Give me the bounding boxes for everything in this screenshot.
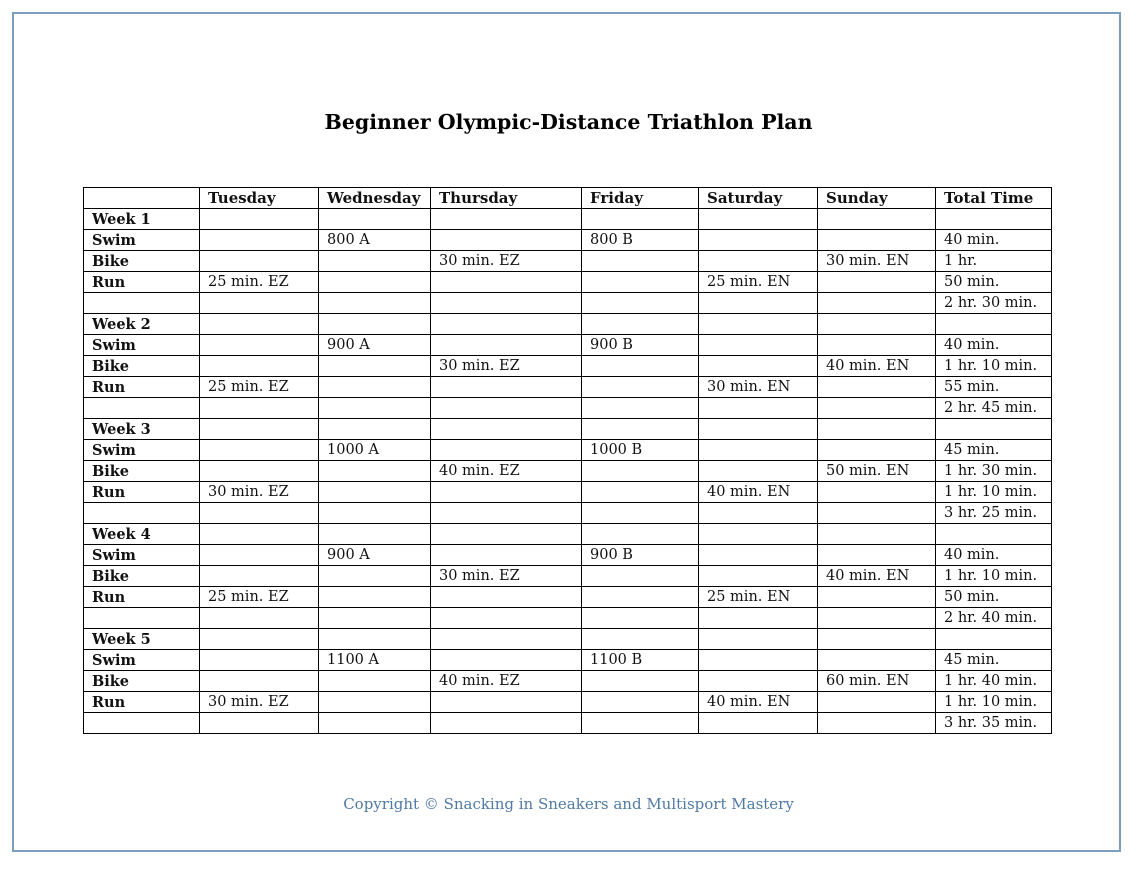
schedule-cell (200, 566, 319, 587)
total-time-cell: 3 hr. 35 min. (936, 713, 1052, 734)
schedule-cell (319, 629, 431, 650)
schedule-cell: 25 min. EZ (200, 272, 319, 293)
schedule-cell (319, 461, 431, 482)
total-time-cell: 1 hr. 10 min. (936, 482, 1052, 503)
schedule-cell (818, 419, 936, 440)
header-cell-blank (84, 188, 200, 209)
schedule-cell (582, 692, 699, 713)
row-label: Bike (84, 461, 200, 482)
schedule-cell: 40 min. EZ (431, 671, 582, 692)
schedule-cell (200, 671, 319, 692)
schedule-cell (200, 251, 319, 272)
schedule-cell: 900 A (319, 545, 431, 566)
schedule-cell (200, 713, 319, 734)
schedule-cell (200, 503, 319, 524)
schedule-cell (319, 713, 431, 734)
schedule-cell (818, 209, 936, 230)
total-time-cell (936, 419, 1052, 440)
schedule-cell (699, 524, 818, 545)
row-label: Bike (84, 356, 200, 377)
row-label: Swim (84, 650, 200, 671)
row-label: Run (84, 692, 200, 713)
schedule-cell (582, 251, 699, 272)
schedule-cell: 30 min. EZ (431, 356, 582, 377)
table-row (84, 272, 1052, 293)
schedule-cell: 800 B (582, 230, 699, 251)
schedule-cell (431, 587, 582, 608)
schedule-cell (582, 461, 699, 482)
schedule-cell: 30 min. EZ (200, 482, 319, 503)
table-row (84, 356, 1052, 377)
schedule-cell (319, 692, 431, 713)
schedule-cell: 900 B (582, 545, 699, 566)
row-label: Bike (84, 566, 200, 587)
schedule-cell (818, 293, 936, 314)
schedule-cell: 25 min. EN (699, 272, 818, 293)
total-time-cell: 3 hr. 25 min. (936, 503, 1052, 524)
schedule-cell (582, 398, 699, 419)
schedule-cell: 30 min. EZ (431, 251, 582, 272)
schedule-cell (431, 272, 582, 293)
schedule-cell (319, 272, 431, 293)
schedule-cell (431, 314, 582, 335)
table-row (84, 293, 1052, 314)
total-time-cell (936, 524, 1052, 545)
schedule-cell (431, 482, 582, 503)
header-cell-tuesday: Tuesday (200, 188, 319, 209)
header-cell-wednesday: Wednesday (319, 188, 431, 209)
schedule-cell: 40 min. EN (699, 482, 818, 503)
schedule-cell (431, 629, 582, 650)
row-label: Run (84, 377, 200, 398)
header-cell-saturday: Saturday (699, 188, 818, 209)
schedule-cell (582, 524, 699, 545)
table-body (84, 209, 1052, 734)
row-label: Week 3 (84, 419, 200, 440)
schedule-cell: 50 min. EN (818, 461, 936, 482)
row-label: Week 5 (84, 629, 200, 650)
schedule-cell (582, 629, 699, 650)
table-row (84, 230, 1052, 251)
row-label (84, 713, 200, 734)
schedule-cell (431, 293, 582, 314)
schedule-cell (319, 398, 431, 419)
schedule-cell: 30 min. EZ (431, 566, 582, 587)
schedule-cell (699, 293, 818, 314)
copyright-notice: Copyright © Snacking in Sneakers and Multisport Mastery (343, 795, 794, 813)
total-time-cell (936, 629, 1052, 650)
schedule-cell (699, 251, 818, 272)
schedule-cell: 40 min. EN (699, 692, 818, 713)
schedule-cell (699, 356, 818, 377)
table-row (84, 524, 1052, 545)
schedule-cell (582, 671, 699, 692)
schedule-cell (431, 398, 582, 419)
schedule-cell (200, 629, 319, 650)
schedule-cell (699, 503, 818, 524)
row-label: Bike (84, 671, 200, 692)
schedule-cell (200, 356, 319, 377)
table-row (84, 566, 1052, 587)
schedule-cell: 900 B (582, 335, 699, 356)
row-label: Run (84, 587, 200, 608)
table-row (84, 482, 1052, 503)
schedule-cell (818, 440, 936, 461)
header-cell-friday: Friday (582, 188, 699, 209)
schedule-cell (319, 356, 431, 377)
table-row (84, 461, 1052, 482)
schedule-cell (582, 293, 699, 314)
schedule-cell (582, 209, 699, 230)
row-label: Week 2 (84, 314, 200, 335)
page-title: Beginner Olympic-Distance Triathlon Plan (324, 110, 813, 134)
total-time-cell: 55 min. (936, 377, 1052, 398)
schedule-cell (319, 608, 431, 629)
schedule-cell (582, 419, 699, 440)
schedule-cell (582, 566, 699, 587)
row-label: Swim (84, 440, 200, 461)
schedule-cell (582, 377, 699, 398)
schedule-cell (818, 377, 936, 398)
table-row (84, 671, 1052, 692)
schedule-cell (699, 608, 818, 629)
row-label (84, 503, 200, 524)
schedule-cell (582, 272, 699, 293)
schedule-cell (431, 608, 582, 629)
schedule-cell (818, 335, 936, 356)
schedule-cell (699, 314, 818, 335)
schedule-cell (431, 650, 582, 671)
total-time-cell: 1 hr. 10 min. (936, 566, 1052, 587)
schedule-cell (200, 209, 319, 230)
schedule-cell (200, 440, 319, 461)
schedule-cell (582, 608, 699, 629)
schedule-cell: 30 min. EN (699, 377, 818, 398)
total-time-cell: 2 hr. 30 min. (936, 293, 1052, 314)
schedule-cell (818, 650, 936, 671)
table-row (84, 335, 1052, 356)
schedule-cell (582, 356, 699, 377)
schedule-cell (200, 314, 319, 335)
total-time-cell: 1 hr. 40 min. (936, 671, 1052, 692)
table-row (84, 419, 1052, 440)
schedule-cell (818, 629, 936, 650)
schedule-cell (431, 419, 582, 440)
schedule-cell (431, 440, 582, 461)
header-cell-sunday: Sunday (818, 188, 936, 209)
schedule-cell (431, 377, 582, 398)
schedule-cell (818, 482, 936, 503)
schedule-cell: 40 min. EN (818, 566, 936, 587)
row-label (84, 608, 200, 629)
row-label: Run (84, 482, 200, 503)
schedule-cell (818, 692, 936, 713)
total-time-cell: 40 min. (936, 230, 1052, 251)
total-time-cell: 1 hr. 30 min. (936, 461, 1052, 482)
schedule-cell (200, 650, 319, 671)
schedule-cell: 1100 A (319, 650, 431, 671)
training-plan-table (83, 187, 1052, 734)
schedule-cell (818, 398, 936, 419)
schedule-cell (319, 503, 431, 524)
schedule-cell: 25 min. EN (699, 587, 818, 608)
total-time-cell: 50 min. (936, 272, 1052, 293)
schedule-cell: 900 A (319, 335, 431, 356)
schedule-cell (818, 713, 936, 734)
schedule-cell (319, 377, 431, 398)
schedule-cell (818, 587, 936, 608)
schedule-cell (431, 524, 582, 545)
schedule-cell (582, 503, 699, 524)
schedule-cell (818, 230, 936, 251)
schedule-cell (699, 650, 818, 671)
schedule-cell (699, 629, 818, 650)
table-row (84, 314, 1052, 335)
row-label: Week 1 (84, 209, 200, 230)
row-label: Swim (84, 545, 200, 566)
schedule-cell (200, 293, 319, 314)
schedule-cell (319, 419, 431, 440)
schedule-cell (699, 671, 818, 692)
schedule-cell (699, 398, 818, 419)
table-row (84, 545, 1052, 566)
schedule-cell (582, 587, 699, 608)
schedule-cell (431, 503, 582, 524)
schedule-cell (200, 398, 319, 419)
schedule-cell (319, 587, 431, 608)
total-time-cell: 40 min. (936, 335, 1052, 356)
total-time-cell (936, 314, 1052, 335)
schedule-cell (319, 671, 431, 692)
total-time-cell: 1 hr. 10 min. (936, 692, 1052, 713)
schedule-cell (200, 461, 319, 482)
schedule-cell (200, 335, 319, 356)
total-time-cell: 1 hr. (936, 251, 1052, 272)
schedule-cell: 25 min. EZ (200, 377, 319, 398)
schedule-cell (699, 230, 818, 251)
schedule-cell (319, 314, 431, 335)
total-time-cell (936, 209, 1052, 230)
schedule-cell: 800 A (319, 230, 431, 251)
schedule-cell: 1000 A (319, 440, 431, 461)
table-row (84, 377, 1052, 398)
schedule-cell (431, 209, 582, 230)
table-row (84, 251, 1052, 272)
schedule-cell (200, 545, 319, 566)
schedule-cell: 1000 B (582, 440, 699, 461)
row-label: Run (84, 272, 200, 293)
row-label: Swim (84, 230, 200, 251)
row-label (84, 293, 200, 314)
schedule-cell: 30 min. EZ (200, 692, 319, 713)
schedule-cell: 25 min. EZ (200, 587, 319, 608)
total-time-cell: 45 min. (936, 650, 1052, 671)
schedule-cell (818, 524, 936, 545)
table-row (84, 629, 1052, 650)
total-time-cell: 1 hr. 10 min. (936, 356, 1052, 377)
header-cell-total-time: Total Time (936, 188, 1052, 209)
schedule-cell (431, 545, 582, 566)
table-header-row (84, 188, 1052, 209)
total-time-cell: 45 min. (936, 440, 1052, 461)
schedule-cell (818, 314, 936, 335)
total-time-cell: 40 min. (936, 545, 1052, 566)
schedule-cell (582, 482, 699, 503)
schedule-cell (699, 461, 818, 482)
table-row (84, 587, 1052, 608)
schedule-cell (699, 335, 818, 356)
table-row (84, 440, 1052, 461)
table-row (84, 713, 1052, 734)
schedule-cell: 30 min. EN (818, 251, 936, 272)
schedule-cell (818, 608, 936, 629)
schedule-cell: 1100 B (582, 650, 699, 671)
schedule-cell (431, 335, 582, 356)
schedule-cell (582, 713, 699, 734)
schedule-cell (582, 314, 699, 335)
schedule-cell (200, 230, 319, 251)
table-row (84, 503, 1052, 524)
schedule-cell (431, 692, 582, 713)
schedule-cell (699, 545, 818, 566)
schedule-cell (699, 566, 818, 587)
row-label: Bike (84, 251, 200, 272)
schedule-cell: 40 min. EN (818, 356, 936, 377)
row-label: Week 4 (84, 524, 200, 545)
total-time-cell: 2 hr. 45 min. (936, 398, 1052, 419)
schedule-cell (431, 230, 582, 251)
table-row (84, 608, 1052, 629)
schedule-cell (319, 566, 431, 587)
schedule-cell (319, 209, 431, 230)
schedule-cell (200, 419, 319, 440)
schedule-cell (319, 251, 431, 272)
schedule-cell (200, 524, 319, 545)
table-row (84, 209, 1052, 230)
schedule-cell (431, 713, 582, 734)
table-row (84, 398, 1052, 419)
schedule-cell: 40 min. EZ (431, 461, 582, 482)
schedule-cell (699, 713, 818, 734)
schedule-cell (818, 272, 936, 293)
row-label: Swim (84, 335, 200, 356)
schedule-cell (200, 608, 319, 629)
schedule-cell: 60 min. EN (818, 671, 936, 692)
header-cell-thursday: Thursday (431, 188, 582, 209)
total-time-cell: 2 hr. 40 min. (936, 608, 1052, 629)
schedule-cell (319, 293, 431, 314)
schedule-cell (699, 419, 818, 440)
schedule-cell (699, 440, 818, 461)
schedule-cell (699, 209, 818, 230)
table-row (84, 692, 1052, 713)
schedule-cell (319, 524, 431, 545)
total-time-cell: 50 min. (936, 587, 1052, 608)
schedule-cell (818, 503, 936, 524)
schedule-cell (818, 545, 936, 566)
table-row (84, 650, 1052, 671)
schedule-cell (319, 482, 431, 503)
row-label (84, 398, 200, 419)
